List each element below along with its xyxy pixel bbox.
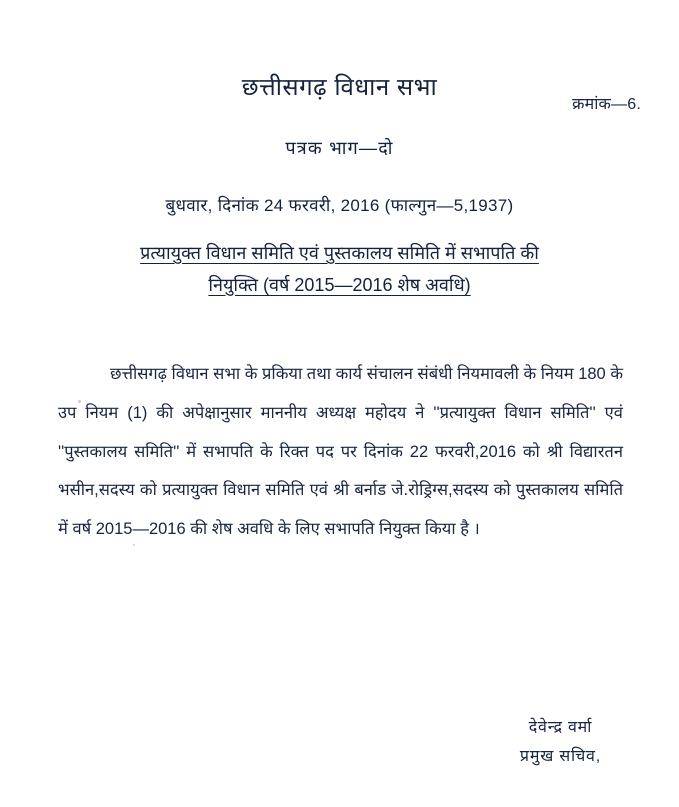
paper-speck-icon <box>133 544 135 546</box>
body-paragraph: छत्तीसगढ़ विधान सभा के प्रकिया तथा कार्य संचालन संबंधी नियमावली के नियम 180 के उप नियम (1) की अपेक्षानुसार माननीय अध्यक्ष महोदय ने ''प्रत्यायुक्त विधान समिति'' एवं ''पुस्तकालय समिति'' में सभापति के रिक्त पद पर दिनांक 22 फरवरी,2016 को श्री विद्यारतन भसीन,सदस्य को प्रत्यायुक्त विधान समिति एवं श्री बर्नाड जे.रोड्रिग्स,सदस्य को पुस्तकालय समिति में वर्ष 2015—2016 की शेष अवधि के लिए सभापति नियुक्त किया है । <box>58 365 623 539</box>
document-page <box>0 70 679 807</box>
document-body <box>0 355 679 549</box>
signature-designation: प्रमुख सचिव, <box>519 748 601 766</box>
document-subtitle: पत्रक भाग—दो <box>285 138 394 158</box>
document-heading <box>0 238 679 301</box>
paper-speck-icon <box>78 400 81 403</box>
signature-name: देवेन्द्र वर्मा <box>528 718 593 736</box>
document-heading-line-1: प्रत्यायुक्त विधान समिति एवं पुस्तकालय समिति में सभापति की <box>140 243 539 263</box>
document-date-line: बुधवार, दिनांक 24 फरवरी, 2016 (फाल्गुन—5,1937) <box>165 196 514 215</box>
document-reference-number: क्रमांक—6. <box>572 96 641 113</box>
signature-block <box>520 713 601 772</box>
document-heading-line-2: नियुक्ति (वर्ष 2015—2016 शेष अवधि) <box>208 274 471 295</box>
page-title: छत्तीसगढ़ विधान सभा <box>241 74 438 101</box>
